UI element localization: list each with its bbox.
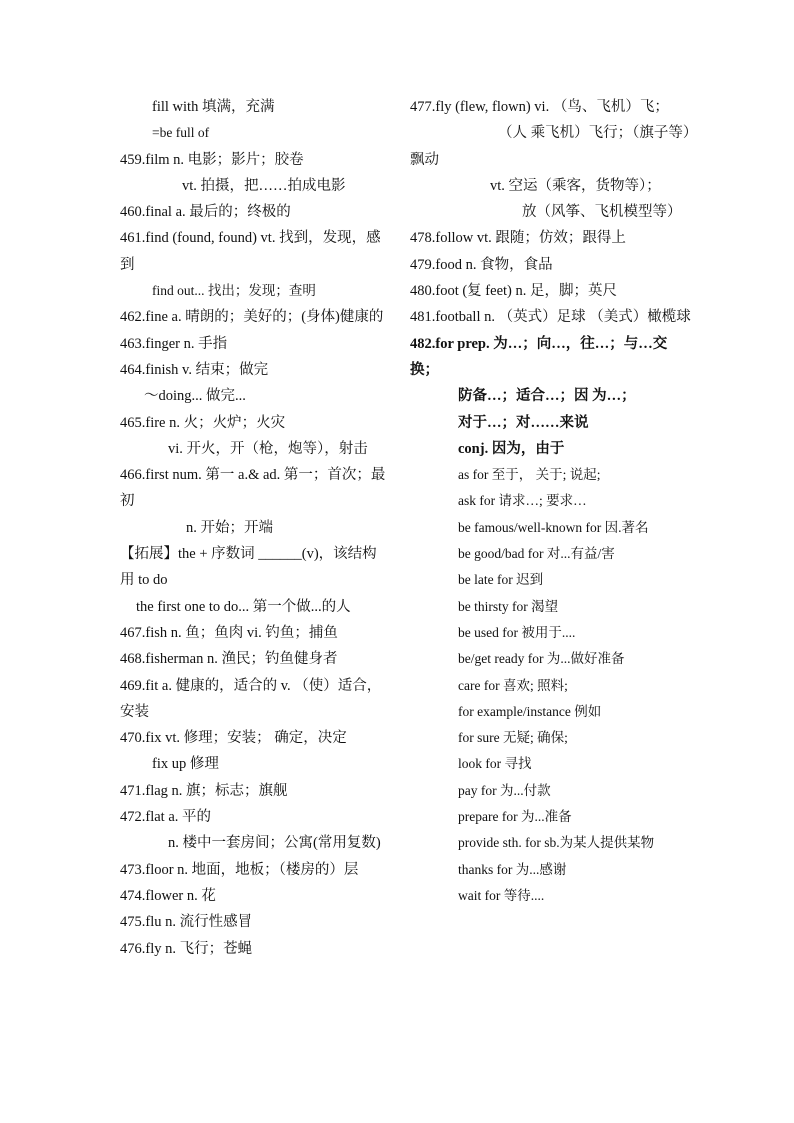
vocab-line: 470.fix vt. 修理；安装； 确定，决定 [120, 730, 347, 747]
vocab-line: n. 开始；开端 [186, 519, 273, 536]
vocab-line: fix up 修理 [152, 756, 219, 773]
vocab-line: be late for 迟到 [458, 572, 544, 588]
vocab-line: 462.fine a. 晴朗的；美好的；(身体)健康的 [120, 309, 384, 326]
vocab-line: provide sth. for sb.为某人提供某物 [458, 835, 655, 851]
vocab-line: find out... 找出；发现；查明 [152, 283, 316, 299]
vocab-line: 464.finish v. 结束；做完 [120, 361, 269, 378]
vocab-line: ～doing... 做完... [144, 388, 246, 405]
vocab-line: 460.final a. 最后的；终极的 [120, 204, 291, 221]
vocab-line: =be full of [152, 125, 210, 141]
vocab-line: prepare for 为...准备 [458, 809, 572, 825]
vocab-line: （人 乘飞机）飞行；（旗子等）飘动 [410, 125, 691, 168]
vocab-line: 481.football n. （英式）足球 （美式）橄榄球 [410, 309, 691, 326]
right-column [410, 94, 694, 909]
vocab-line: look for 寻找 [458, 756, 532, 772]
vocab-line: as for 至于， 关于; 说起; [458, 467, 601, 483]
vocab-line: care for 喜欢; 照料; [458, 677, 568, 693]
vocab-line: 463.finger n. 手指 [120, 335, 228, 352]
vocab-line: for sure 无疑; 确保; [458, 730, 568, 746]
vocab-line: 【拓展】the + 序数词 ______(v)，该结构用 to do [120, 546, 377, 589]
vocab-line: the first one to do... 第一个做...的人 [136, 598, 351, 615]
vocab-line: conj. 因为，由于 [458, 440, 565, 457]
vocab-line: be good/bad for 对...有益/害 [458, 546, 615, 562]
vocab-line: wait for 等待.... [458, 887, 545, 903]
vocab-line: 472.flat a. 平的 [120, 809, 212, 826]
vocab-line: 471.flag n. 旗；标志；旗舰 [120, 782, 288, 799]
vocab-line: 473.floor n. 地面，地板；（楼房的）层 [120, 861, 359, 878]
vocab-line: vt. 拍摄，把……拍成电影 [182, 177, 346, 194]
vocab-line: thanks for 为...感谢 [458, 861, 567, 877]
vocab-line: 477.fly (flew, flown) vi. （鸟、飞机）飞； [410, 99, 669, 115]
vocab-line: vt. 空运（乘客，货物等）； [490, 177, 661, 194]
vocab-line: vi. 开火，开（枪，炮等），射击 [168, 440, 368, 457]
vocab-line: 475.flu n. 流行性感冒 [120, 914, 253, 931]
left-column [120, 94, 388, 962]
vocab-line: 482.for prep. 为…；向…，往…；与…交换； [410, 335, 668, 378]
vocab-line: pay for 为...付款 [458, 782, 551, 798]
vocab-line: 465.fire n. 火；火炉；火灾 [120, 414, 286, 431]
vocab-line: 放（风筝、飞机模型等） [522, 204, 682, 221]
vocab-line: for example/instance 例如 [458, 703, 602, 719]
vocab-line: 461.find (found, found) vt. 找到，发现，感到 [120, 230, 381, 273]
vocab-line: fill with 填满，充满 [152, 99, 275, 115]
vocab-line: 468.fisherman n. 渔民；钓鱼健身者 [120, 651, 338, 668]
vocab-line: 479.food n. 食物，食品 [410, 256, 553, 273]
vocab-line: 467.fish n. 鱼；鱼肉 vi. 钓鱼；捕鱼 [120, 624, 338, 641]
vocab-line: n. 楼中一套房间；公寓(常用复数) [168, 835, 381, 852]
vocab-line: 476.fly n. 飞行；苍蝇 [120, 940, 253, 957]
vocab-line: 对于…；对……来说 [458, 414, 589, 431]
vocab-line: be thirsty for 渴望 [458, 598, 559, 614]
vocab-line: 防备…；适合…；因 为…； [458, 388, 636, 405]
vocab-line: be/get ready for 为...做好准备 [458, 651, 625, 667]
vocab-line: 459.film n. 电影；影片；胶卷 [120, 151, 304, 168]
vocab-line: ask for 请求…; 要求… [458, 493, 587, 509]
vocab-line: 480.foot (复 feet) n. 足，脚；英尺 [410, 283, 617, 300]
vocab-line: 478.follow vt. 跟随；仿效；跟得上 [410, 230, 626, 247]
vocab-line: be famous/well-known for 因.著名 [458, 519, 649, 535]
vocab-line: 474.flower n. 花 [120, 887, 216, 904]
vocab-line: be used for 被用于.... [458, 624, 576, 640]
vocab-line: 466.first num. 第一 a.& ad. 第一；首次；最初 [120, 467, 386, 510]
vocab-line: 469.fit a. 健康的，适合的 v. （使）适合，安装 [120, 677, 382, 720]
